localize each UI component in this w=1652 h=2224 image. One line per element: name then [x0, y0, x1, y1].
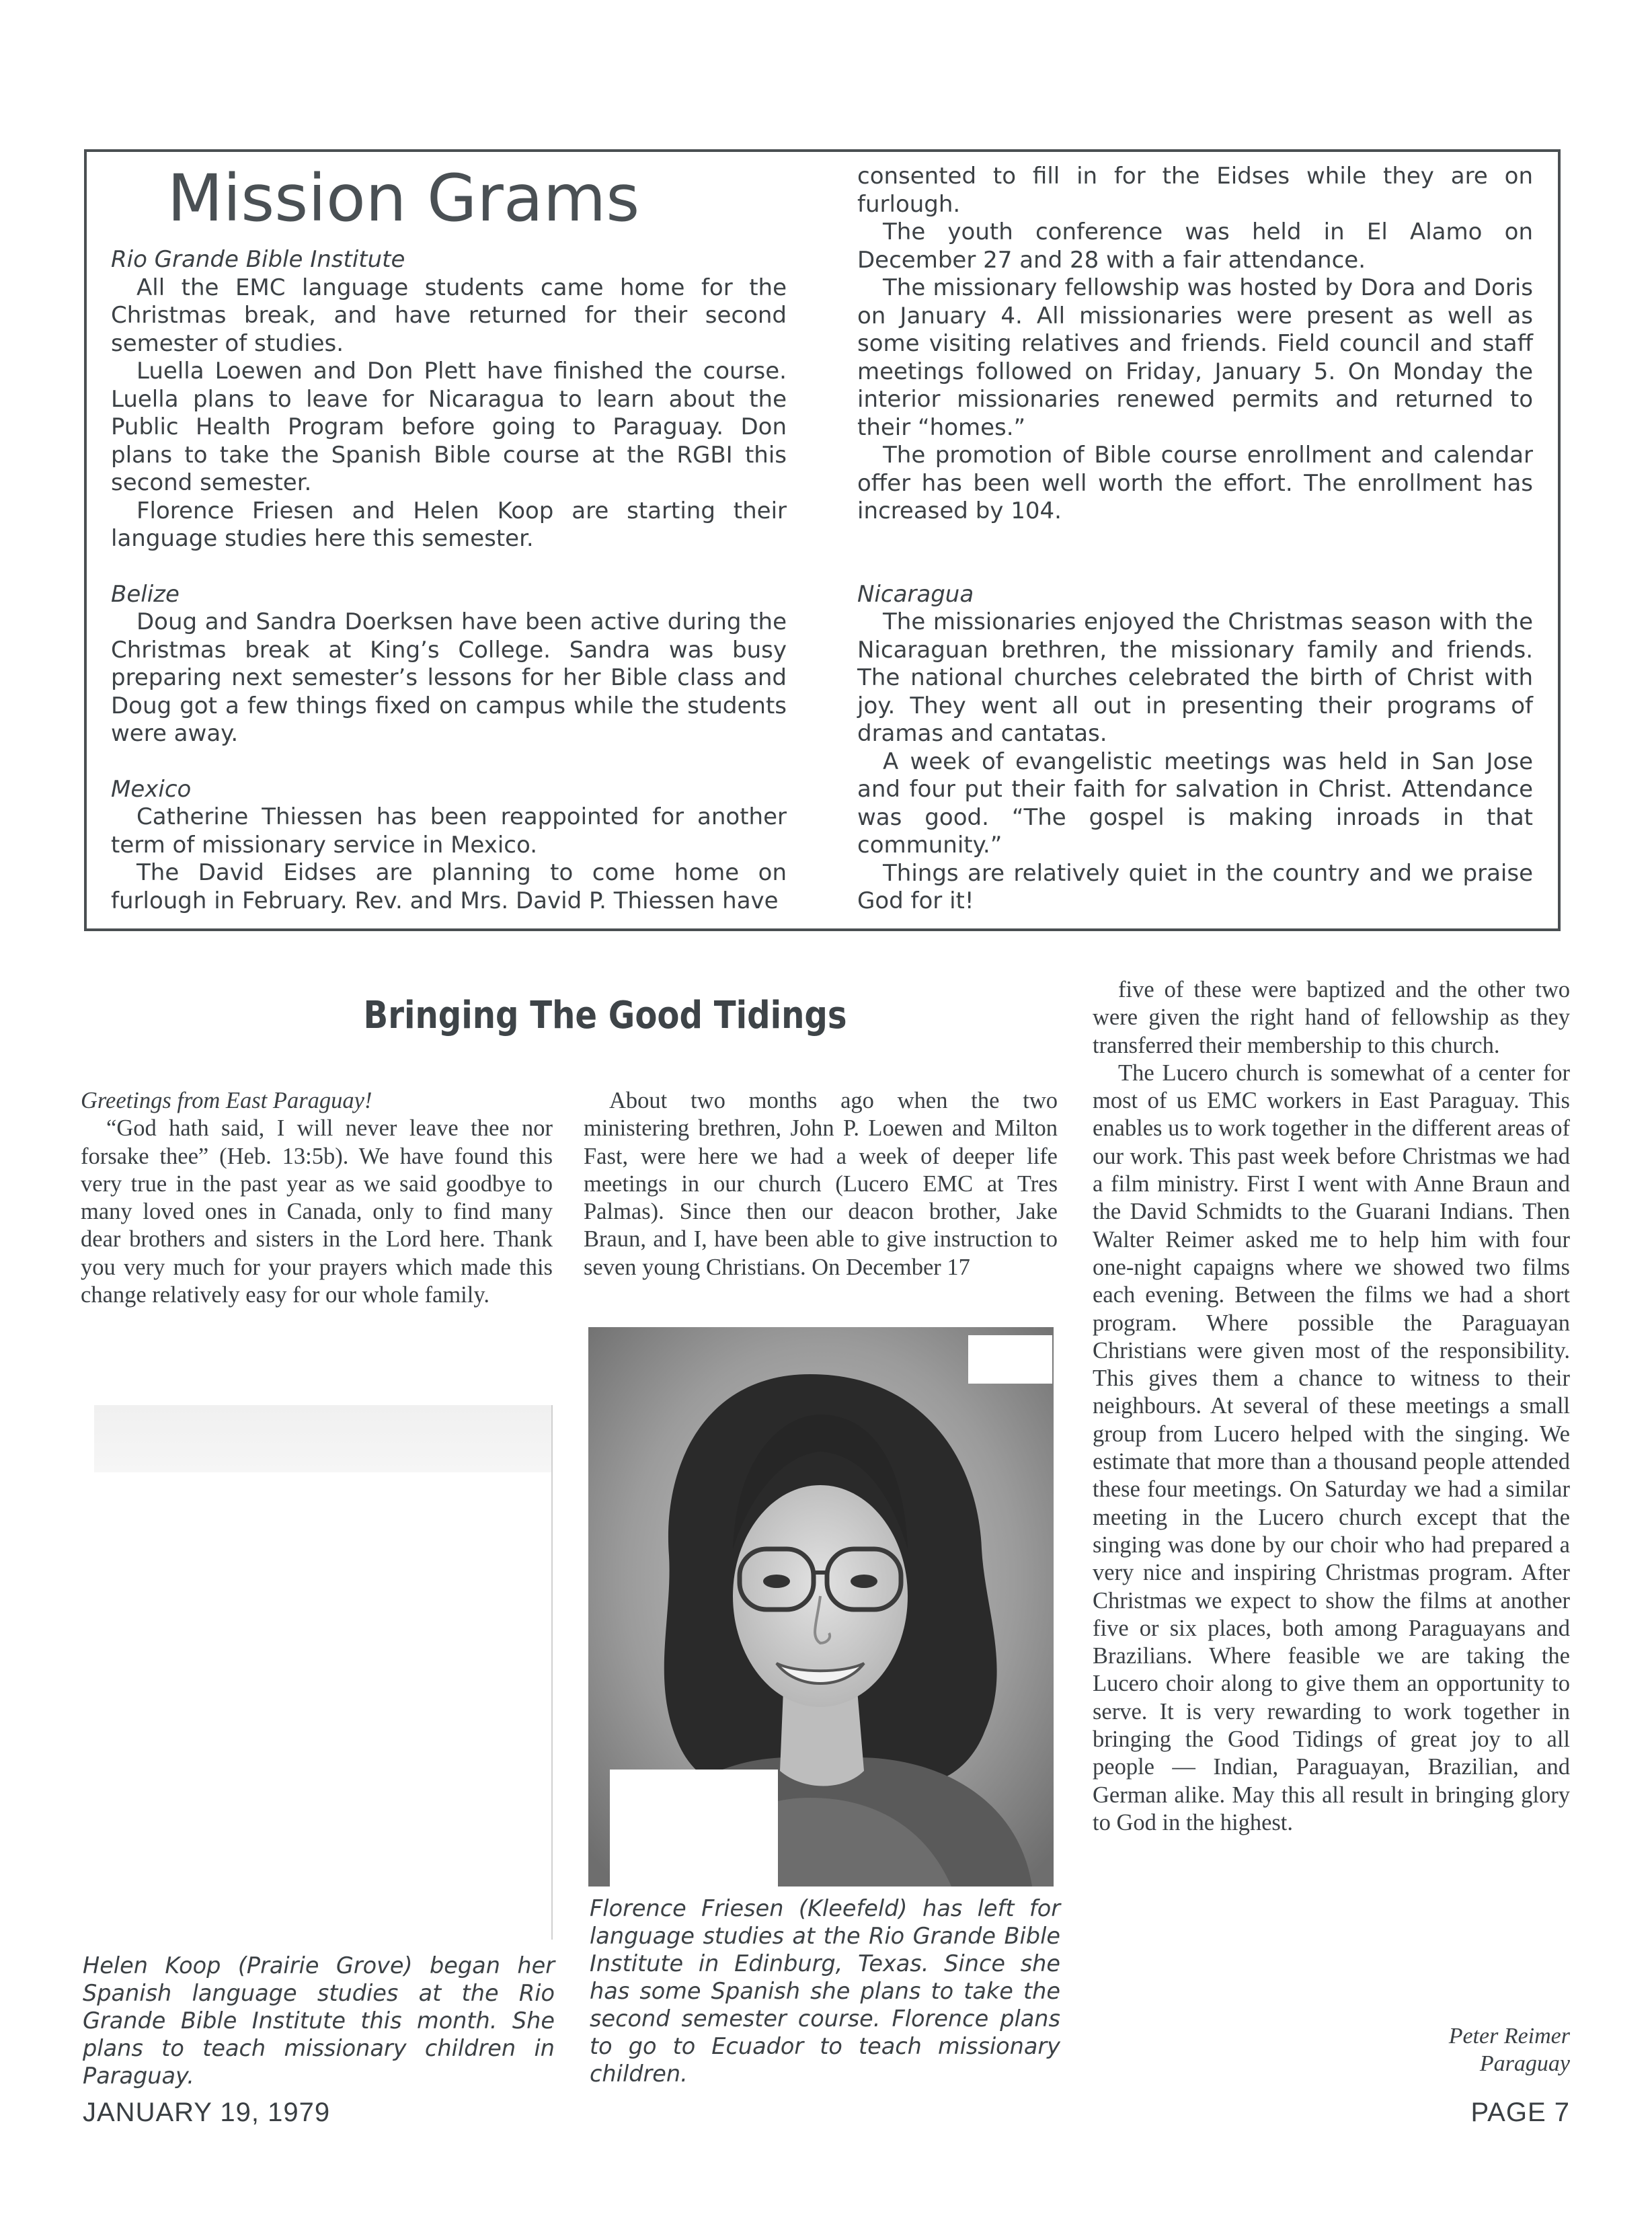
caption-florence-friesen: Florence Friesen (Kleefeld) has left for language studies at the Rio Grande Bible Institute in Edinburg, Texas. Since she has some Spanish she plans to take the second semester course. Florence plans to go to Ecuador to teach missionary children. [590, 1895, 1060, 2087]
paragraph: A week of evangelistic meetings was held in San Jose and four put their faith for salvation in Christ. Attendance was good. “The gospel is making inroads in that community.” [857, 748, 1533, 859]
mission-grams-title: Mission Grams [167, 161, 640, 236]
tidings-col1-body: “God hath said, I will never leave thee nor forsake thee” (Heb. 13:5b). We have found this very true in the past year as we said goodbye to many loved ones in Canada, only to find many dear brothers and sisters in the Lord here. Thank you very much for your prayers which made this change relatively easy for our whole family. [81, 1115, 553, 1308]
section-heading: Belize [111, 580, 180, 608]
spacer [111, 553, 787, 581]
photo-top-band [94, 1405, 551, 1472]
paragraph: All the EMC language students came home for the Christmas break, and have returned for their second semester of studies. [111, 274, 787, 357]
paragraph: Catherine Thiessen has been reappointed for another term of missionary service in Mexico. [111, 803, 787, 859]
paragraph: five of these were baptized and the other two were given the right hand of fellowship as they transferred their membership to this church. [1093, 977, 1570, 1058]
paragraph: Florence Friesen and Helen Koop are starting their language studies here this semester. [111, 497, 787, 552]
signature-place: Paraguay [1479, 2051, 1570, 2076]
paragraph: consented to fill in for the Eidses while they are on furlough. [857, 163, 1533, 218]
tidings-title: Bringing The Good Tidings [363, 994, 847, 1037]
signature-name: Peter Reimer [1448, 2024, 1570, 2049]
paragraph: The promotion of Bible course enrollment and calendar offer has been well worth the effort. The enrollment has increased by 104. [857, 442, 1533, 524]
tidings-column-1 [81, 1087, 553, 1309]
section-heading: Rio Grande Bible Institute [111, 246, 405, 273]
tidings-column-3 [1093, 976, 1570, 1837]
paragraph: The missionary fellowship was hosted by Dora and Doris on January 4. All missionaries were present as well as some visiting relatives and friends. Field council and staff meetings followed on Friday, January 5. On Monday the interior missionaries renewed permits and returned to their “homes.” [857, 274, 1533, 441]
paragraph: The youth conference was held in El Alamo on December 27 and 28 with a fair attendance. [857, 219, 1533, 274]
mission-grams-right-column [857, 163, 1533, 916]
section-heading: Nicaragua [857, 580, 974, 608]
tidings-column-2 [584, 1087, 1058, 1281]
tidings-col2-body: About two months ago when the two ministering brethren, John P. Loewen and Milton Fast, were here we had a week of deeper life meetings in our church (Lucero EMC at Tres Palmas). Since then our deacon brother, Jake Braun, and I, have been able to give instruction to seven young Christians. On December 17 [584, 1088, 1058, 1280]
greeting: Greetings from East Paraguay! [81, 1088, 372, 1113]
mission-grams-left-column [111, 246, 787, 915]
spacer [111, 748, 787, 776]
portrait-image [588, 1327, 1054, 1887]
photo-florence-friesen [588, 1327, 1054, 1887]
spacer [857, 526, 1533, 553]
paragraph: Things are relatively quiet in the country and we praise God for it! [857, 859, 1533, 914]
paragraph: Luella Loewen and Don Plett have finished the course. Luella plans to leave for Nicaragua to learn about the Public Health Program before going to Paraguay. Don plans to take the Spanish Bible course at the RGBI this second semester. [111, 358, 787, 496]
paragraph: The missionaries enjoyed the Christmas season with the Nicaraguan brethren, the missionary family and friends. The national churches celebrated the birth of Christ with joy. They went all out in presenting their programs of dramas and cantatas. [857, 608, 1533, 747]
photo-helen-koop [94, 1405, 553, 1940]
paragraph: Doug and Sandra Doerksen have been active during the Christmas break at King’s College. Sandra was busy preparing next semester’s lessons for her Bible class and Doug got a few things fixed on campus while the students were away. [111, 608, 787, 747]
caption-helen-koop: Helen Koop (Prairie Grove) began her Spanish language studies at the Rio Grande Bible Institute this month. She plans to teach missionary children in Paraguay. [83, 1952, 555, 2089]
footer-date: JANUARY 19, 1979 [83, 2098, 331, 2127]
paragraph: The Lucero church is somewhat of a center for most of us EMC workers in East Paraguay. This enables us to work together in the different areas of our work. This past week before Christmas we had a film ministry. First I went with Anne Braun and the David Schmidts to the Guarani Indians. Then Walter Reimer asked me to help him with four one-night capaigns where we showed two films each evening. Between the films we had a short program. Where possible the Paraguayan Christians were given most of the responsibility. This gives them a chance to witness to their neighbours. At several of these meetings a small group from Lucero helped with the singing. We estimate that more than a thousand people attended these four meetings. On Saturday we had a similar meeting in the Lucero church except that the singing was done by our choir who had prepared a very nice and inspiring Christmas program. After Christmas we expect to show the films at another five or six places, both among Paraguayans and Brazilians. Where feasible we are taking the Lucero choir along to give them an opportunity to serve. It is very rewarding to work together in bringing the Good Tidings of great joy to all people — Indian, Paraguayan, Brazilian, and German alike. May this all result in bringing glory to God in the highest. [1093, 1060, 1570, 1835]
footer-page-number: PAGE 7 [1470, 2098, 1570, 2127]
paragraph: The David Eidses are planning to come home on furlough in February. Rev. and Mrs. David P. Thiessen have [111, 859, 787, 914]
section-heading: Mexico [111, 775, 192, 803]
spacer [857, 553, 1533, 581]
